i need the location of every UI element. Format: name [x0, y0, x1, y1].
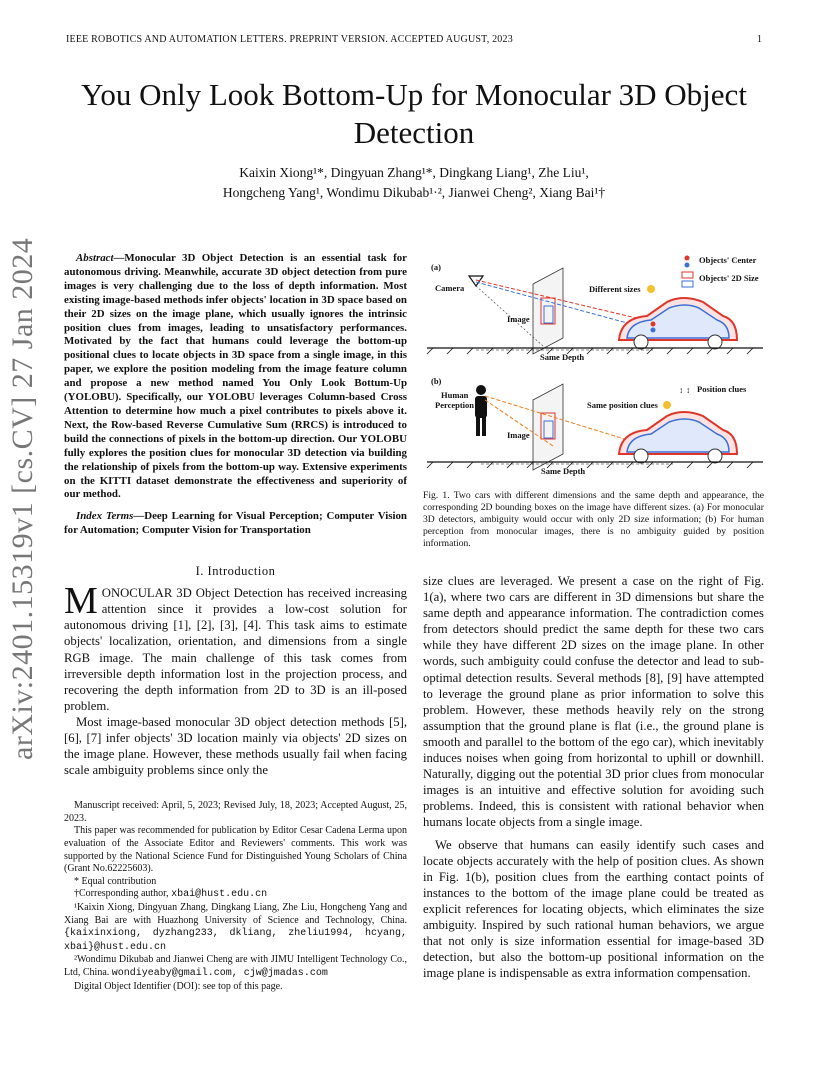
same-depth-label-b: Same Depth: [541, 466, 586, 476]
legend-center-label: Objects' Center: [699, 255, 757, 265]
journal-header: IEEE ROBOTICS AND AUTOMATION LETTERS. PREPRINT VERSION. ACCEPTED AUGUST, 2023: [66, 34, 513, 45]
legend-size-blue-icon: [682, 281, 693, 287]
footnote-affiliation-1-text: ¹Kaixin Xiong, Dingyuan Zhang, Dingkang Liang, Zhe Liu, Hongcheng Yang and Xiang Bai are with Huazhong University of Science and Technology, China.: [64, 902, 407, 926]
wheel-front-b: [634, 449, 648, 463]
author-list: [100, 163, 728, 203]
same-position-clues-label: Same position clues: [587, 400, 658, 410]
corresponding-email-link[interactable]: xbai@hust.edu.cn: [171, 889, 268, 901]
wheel-rear-a: [708, 335, 722, 349]
same-depth-label-a: Same Depth: [540, 352, 585, 362]
emoji-a-icon: [647, 285, 655, 293]
intro-paragraph-4: We observe that humans can easily identify such cases and locate objects accurately with the help of position clues. As shown in Fig. 1(b), position clues from the earthing contact points of instances to the bottom of the image plane could be treated as explicit references for locating objects, which eliminates the size ambiguity. Inspired by such rational human behaviors, we argue that not only is size information essential for image-based 3D detection, but also the bottom-up positional information on the image plane is indispensable as extra information compensation.: [423, 837, 764, 981]
footnote-corresponding-text: †Corresponding author,: [74, 888, 172, 900]
position-clue-red-icon: ↕: [679, 385, 684, 395]
different-sizes-label: Different sizes: [589, 284, 641, 294]
position-clue-blue-icon: ↕: [686, 385, 691, 395]
footnote-affiliation-2-text: ²Wondimu Dikubab and Jianwei Cheng are with JIMU Intelligent Technology Co., Ltd, China.: [64, 954, 407, 978]
intro-p1-text: ONOCULAR 3D Object Detection has received increasing attention since it provides a low-cost solution for autonomous driving [1], [2], [3], [4]. This task aims to estimate objects' localization, orientation, and dimensions from a single RGB image. The main challenge of this task comes from irreversible depth information lost in the projection process, and recovering the depth information from 2D to 3D is an ill-posed problem.: [64, 586, 407, 713]
human-icon: [475, 385, 487, 436]
legend-position-label: Position clues: [697, 384, 747, 394]
panel-a-label: (a): [431, 262, 441, 272]
affiliation-2-emails[interactable]: wondiyeaby@gmail.com, cjw@jmadas.com: [111, 967, 328, 979]
section-title: I. Introduction: [195, 564, 276, 579]
center-blue-a: [651, 328, 656, 333]
footnote-corresponding: [64, 888, 407, 902]
index-terms-text: —Deep Learning for Visual Perception; Computer Vision for Automation; Computer Vision for Transportation: [64, 510, 407, 537]
camera-icon: [469, 276, 483, 286]
authors-line-2: Hongcheng Yang¹, Wondimu Dikubab¹·², Jianwei Cheng², Xiang Bai¹†: [222, 185, 606, 200]
legend-center-red-icon: [685, 256, 690, 261]
paper-title: You Only Look Bottom-Up for Monocular 3D Object Detection: [81, 77, 747, 150]
emoji-b-icon: [663, 401, 671, 409]
center-red-a: [651, 322, 656, 327]
ground-hatch-b: [427, 462, 753, 468]
human-label-2: Perception: [435, 400, 475, 410]
wheel-rear-b: [708, 449, 722, 463]
legend-size-label: Objects' 2D Size: [699, 273, 759, 283]
human-label-1: Human: [441, 390, 469, 400]
footnote-equal: * Equal contribution: [74, 875, 157, 887]
figure-1-diagram: [423, 250, 768, 480]
image-plane-b: [533, 384, 563, 470]
abstract-text: —Monocular 3D Object Detection is an essential task for autonomous driving. Meanwhile, accurate 3D object detection from pure images is very challenging due to the loss of depth information. Most existing image-based methods infer objects' location in 3D space based on their 2D sizes on the image plane, which usually ignores the intrinsic position clues from images, leading to unsatisfactory performances. Motivated by the fact that humans could leverage the bottom-up positional clues to locate objects in 3D space from a single image, in this paper, we explore the position modeling from the image feature column and propose a new method named You Only Look Bottum-Up (YOLOBU). Specifically, our YOLOBU leverages Column-based Cross Attention to determine how much a pixel contributes to pixels above it. Next, the Row-based Reverse Cumulative Sum (RRCS) is introduced to build the connections of pixels in the bottom-up direction. Our YOLOBU fully explores the position clues for monocular 3D detection via building the relationship of pixels from the bottom-up way. Extensive experiments on the KITTI dataset demonstrate the effectiveness and superiority of our method.: [64, 252, 407, 501]
right-column: [423, 573, 764, 981]
dropcap: M: [64, 580, 98, 623]
figure-caption: Fig. 1. Two cars with different dimensions and the same depth and appearance, the corresponding 2D bounding boxes on the image have different sizes. (a) For monocular 3D detectors, ambiguity would occur with only 2D size information; (b) For human perception from monocular images, there is no ambiguity guided by position information.: [423, 490, 764, 550]
intro-paragraph-3: size clues are leveraged. We present a case on the right of Fig. 1(a), where two cars are different in 3D dimensions but share the same depth and appearance information. The contradiction comes from detectors should predict the same depth for these two cars while they have different 2D sizes on the image plane. In other words, such ambiguity could confuse the detector and lead to sub-optimal detection results. Several methods [8], [9] have attempted to leverage the ground plane as prior information to solve this problem. However, these methods heavily rely on the strong assumption that the ground plane is flat (i.e., the ground plane is smooth and parallel to the bottom of the ego car), which inevitably induces noises when going from horizontal to uphill or downhill. Naturally, digging out the potential 3D prior clues from monocular images is an intuitive and effective solution for avoiding such problems. Indeed, this is consistent with rational behavior when humans locate objects from a single image.: [423, 574, 764, 830]
page-number: 1: [757, 34, 762, 45]
footnote-affiliation-2: [64, 954, 407, 980]
index-terms-label: Index Terms: [76, 510, 134, 523]
footnote-manuscript: Manuscript received: April, 5, 2023; Revised July, 18, 2023; Accepted August, 25, 2023.: [64, 800, 407, 824]
authors-line-1: Kaixin Xiong¹*, Dingyuan Zhang¹*, Dingkang Liang¹, Zhe Liu¹,: [239, 165, 589, 180]
left-column: [64, 252, 407, 993]
affiliation-1-emails[interactable]: {kaixinxiong, dyzhang233, dkliang, zheliu1994, hcyang, xbai}@hust.edu.cn: [64, 928, 407, 953]
footnote-affiliation-1: [64, 902, 407, 954]
ground-hatch-a: [427, 348, 753, 354]
figure-1: [423, 250, 768, 480]
panel-b-label: (b): [431, 376, 442, 386]
footnote-doi: Digital Object Identifier (DOI): see top of this page.: [74, 980, 283, 992]
wheel-front-a: [634, 335, 648, 349]
intro-paragraph-1: [64, 580, 407, 714]
arxiv-stamp: arXiv:2401.15319v1 [cs.CV] 27 Jan 2024: [6, 237, 39, 760]
index-terms: [64, 510, 407, 538]
legend-center-blue-icon: [685, 263, 690, 268]
abstract: [64, 252, 407, 502]
legend-size-red-icon: [682, 272, 693, 278]
image-label-b: Image: [507, 430, 530, 440]
image-plane-a: [533, 268, 563, 354]
footnotes: [64, 800, 407, 993]
abstract-label: Abstract: [76, 252, 114, 264]
footnote-editor: This paper was recommended for publication by Editor Cesar Cadena Lerma upon evaluation of the Associate Editor and Reviewers' comments. This work was supported by the National Science Fund for Distinguished Young Scholars of China (Grant No.62225603).: [64, 825, 407, 875]
camera-label: Camera: [435, 283, 465, 293]
intro-paragraph-2: Most image-based monocular 3D object detection methods [5], [6], [7] infer objects' 3D location mainly via objects' 2D sizes on the image plane. However, these methods usually fail when facing scale ambiguity problems since only the: [64, 714, 407, 778]
image-label-a: Image: [507, 314, 530, 324]
